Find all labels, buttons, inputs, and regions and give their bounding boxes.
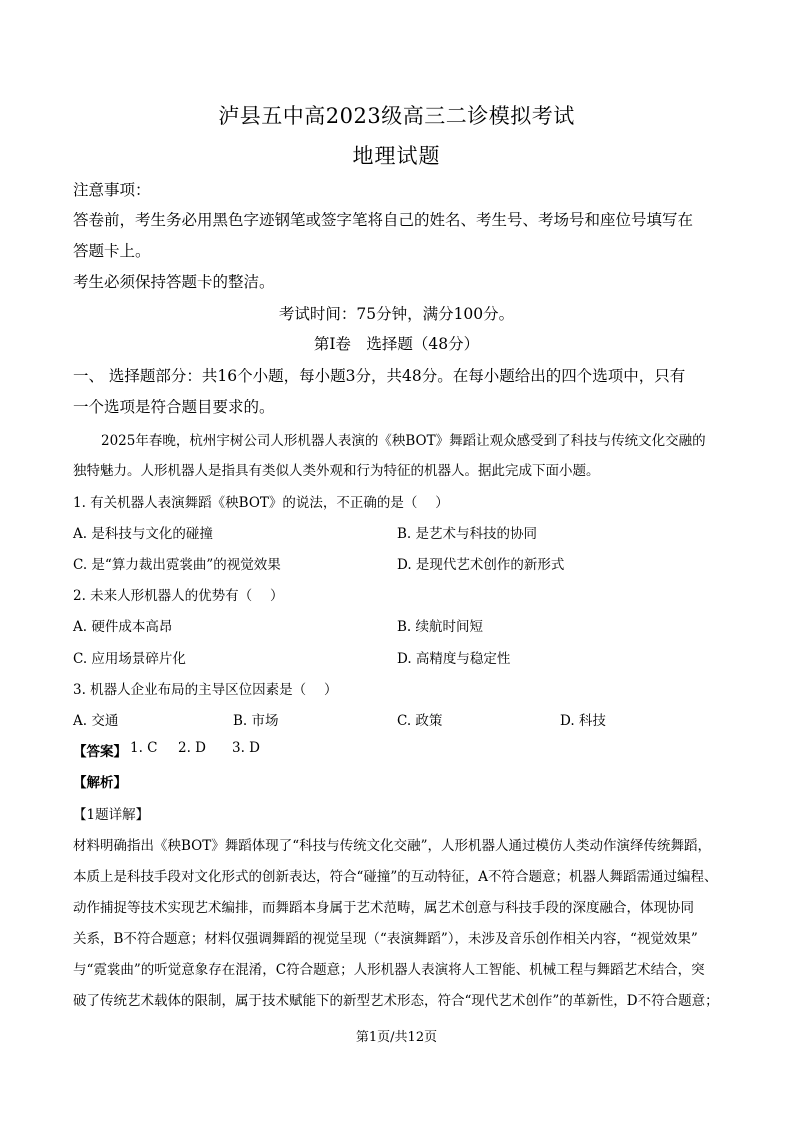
answer-1: 1. C [130,740,158,756]
answer-3: 3. D [232,740,260,756]
question-1-option-b: B. 是艺术与科技的协同 [397,526,538,542]
analysis-line-4: 关系，B不符合题意；材料仅强调舞蹈的视觉呈现（“表演舞蹈”），未涉及音乐创作相关内容，“视觉效果” [73,931,698,947]
analysis-label: 【解析】 [73,775,127,791]
analysis-line-1: 材料明确指出《秧BOT》舞蹈体现了“科技与传统文化交融”，人形机器人通过模仿人类动作演绎传统舞蹈， [73,838,712,854]
analysis-line-6: 破了传统艺术载体的限制，属于技术赋能下的新型艺术形态，符合“现代艺术创作”的革新性，D不符合题意； [73,993,719,1009]
question-1-stem: 1. 有关机器人表演舞蹈《秧BOT》的说法，不正确的是（ ） [73,495,449,511]
question-3-option-c: C. 政策 [397,713,443,729]
question-3-option-b: B. 市场 [233,713,279,729]
analysis-line-3: 动作捕捉等技术实现艺术编排，而舞蹈本身属于艺术范畴，属艺术创意与科技手段的深度融合，体现协同 [73,900,694,916]
section-heading: 第I卷 选择题（48分） [313,335,480,353]
question-3-option-d: D. 科技 [560,713,606,729]
analysis-line-5: 与“霓裳曲”的听觉意象存在混淆，C符合题意；人形机器人表演将人工智能、机械工程与舞蹈艺术结合，突 [73,962,705,978]
question-2-option-d: D. 高精度与稳定性 [397,651,511,667]
answer-label: 【答案】 [73,744,127,760]
analysis-line-2: 本质上是科技手段对文化形式的创新表达，符合“碰撞”的互动特征，A不符合题意；机器人舞蹈需通过编程、 [73,869,718,885]
notice-heading: 注意事项： [73,181,151,199]
passage-line-2: 独特魅力。人形机器人是指具有类似人类外观和行为特征的机器人。据此完成下面小题。 [73,463,600,479]
question-2-stem: 2. 未来人形机器人的优势有（ ） [73,588,284,604]
question-1-option-a: A. 是科技与文化的碰撞 [73,526,213,542]
exam-subject: 地理试题 [352,144,441,168]
notice-line-1: 答卷前，考生务必用黑色字迹钢笔或签字笔将自己的姓名、考生号、考场号和座位号填写在 [73,211,694,229]
part1-intro-line-1: 一、 选择题部分：共16个小题，每小题3分，共48分。在每小题给出的四个选项中，只有 [73,367,686,385]
exam-title: 泸县五中高2023级高三二诊模拟考试 [218,104,575,128]
exam-time: 考试时间：75分钟，满分100分。 [278,305,515,323]
question-2-option-b: B. 续航时间短 [397,619,484,635]
question-2-option-c: C. 应用场景碎片化 [73,651,186,667]
question-1-option-c: C. 是“算力裁出霓裳曲”的视觉效果 [73,557,281,573]
question-2-option-a: A. 硬件成本高昂 [73,619,173,635]
question-3-option-a: A. 交通 [73,713,119,729]
part1-intro-line-2: 一个选项是符合题目要求的。 [73,398,275,416]
answer-2: 2. D [178,740,206,756]
analysis-q1-label: 【1题详解】 [73,807,150,823]
question-1-option-d: D. 是现代艺术创作的新形式 [397,557,565,573]
passage-line-1: 2025年春晚，杭州宇树公司人形机器人表演的《秧BOT》舞蹈让观众感受到了科技与传统文化交融的 [101,433,706,449]
notice-line-3: 考生必须保持答题卡的整洁。 [73,273,275,291]
page-number: 第1页/共12页 [355,1030,438,1045]
question-3-stem: 3. 机器人企业布局的主导区位因素是（ ） [73,682,338,698]
notice-line-2: 答题卡上。 [73,242,151,260]
